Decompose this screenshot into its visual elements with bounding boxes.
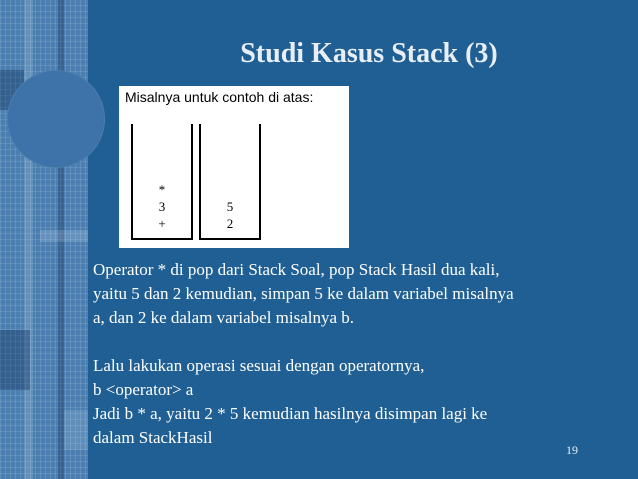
slide-title: Studi Kasus Stack (3) [240,38,498,69]
decorative-block [0,330,30,390]
body-line: a, dan 2 ke dalam variabel misalnya b. [93,308,355,327]
body-line: b <operator> a [93,380,194,399]
stack-figure [119,86,349,248]
body-line: Operator * di pop dari Stack Soal, pop Stack Hasil dua kali, [93,260,500,279]
figure-caption: Misalnya untuk contoh di atas: [125,89,314,105]
decorative-stripe [24,0,33,479]
body-text [93,258,633,450]
stack-hasil-item: 5 [226,199,234,214]
stack-hasil [199,124,261,240]
decorative-block [64,410,88,450]
stack-soal-item: 3 [158,199,166,214]
decorative-circle [7,70,105,168]
body-line: Lalu lakukan operasi sesuai dengan operatornya, [93,356,425,375]
body-line: yaitu 5 dan 2 kemudian, simpan 5 ke dalam variabel misalnya [93,284,514,303]
decorative-block [40,230,88,242]
stack-soal-item: + [158,216,166,231]
page-number: 19 [566,443,578,457]
stack-soal [131,124,193,240]
stack-hasil-item: 2 [226,216,234,231]
body-line: dalam StackHasil [93,428,213,447]
stack-soal-item: * [158,182,166,197]
body-line: Jadi b * a, yaitu 2 * 5 kemudian hasilnya disimpan lagi ke [93,404,488,423]
